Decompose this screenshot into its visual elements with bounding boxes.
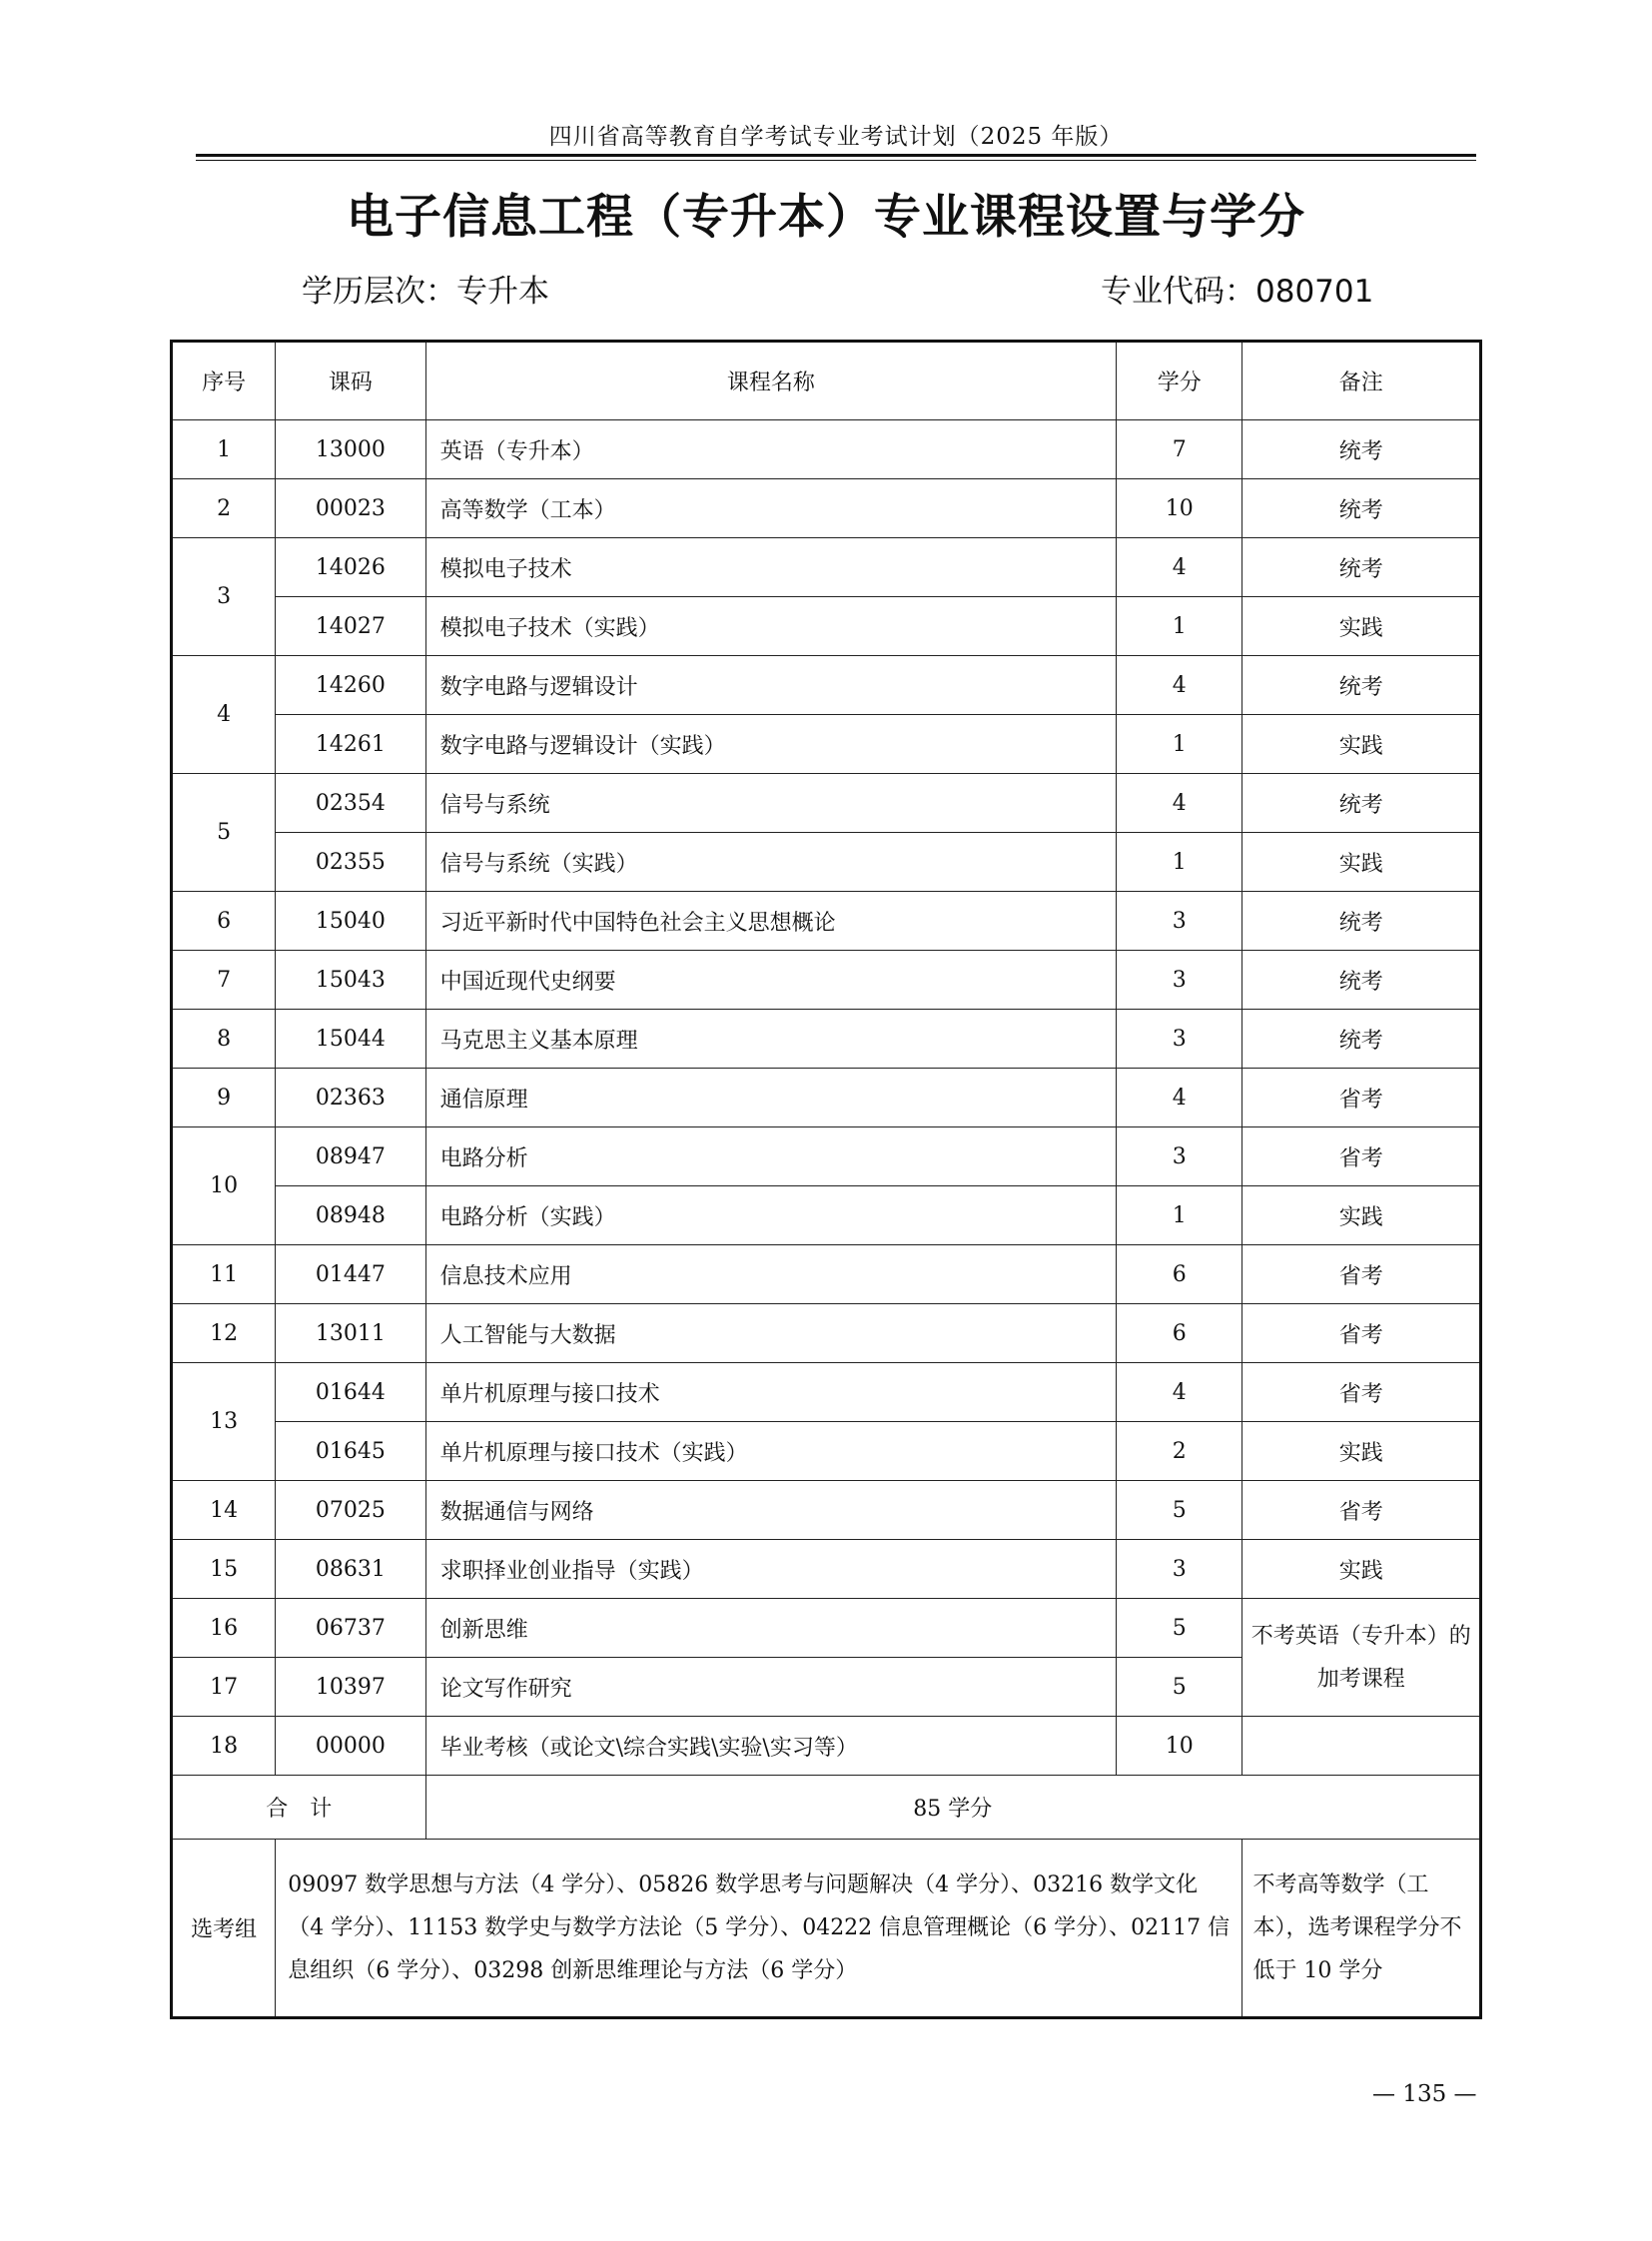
table-row	[172, 833, 1481, 892]
course-credit: 1	[1117, 833, 1242, 892]
course-note: 实践	[1242, 1186, 1481, 1245]
table-row	[172, 1304, 1481, 1363]
course-name: 电路分析（实践）	[425, 1186, 1117, 1245]
table-row	[172, 1717, 1481, 1776]
course-code: 08947	[276, 1127, 425, 1186]
course-name: 信息技术应用	[425, 1245, 1117, 1304]
course-name: 毕业考核（或论文\综合实践\实验\实习等）	[425, 1717, 1117, 1776]
table-row	[172, 951, 1481, 1010]
table-row	[172, 1540, 1481, 1599]
course-note: 实践	[1242, 1540, 1481, 1599]
course-name: 电路分析	[425, 1127, 1117, 1186]
course-name: 习近平新时代中国特色社会主义思想概论	[425, 892, 1117, 951]
course-note: 统考	[1242, 479, 1481, 538]
course-note: 统考	[1242, 538, 1481, 597]
course-credit: 3	[1117, 1010, 1242, 1069]
course-code: 15043	[276, 951, 425, 1010]
table-row	[172, 892, 1481, 951]
education-level: 学历层次：专升本	[302, 274, 549, 310]
course-note: 省考	[1242, 1304, 1481, 1363]
course-table	[170, 340, 1482, 2019]
course-name: 模拟电子技术	[425, 538, 1117, 597]
elective-courses: 09097 数学思想与方法（4 学分）、05826 数学思考与问题解决（4 学分）、03216 数学文化（4 学分）、11153 数学史与数学方法论（5 学分）、04222 信息管理概论（6 学分）、02117 信息组织（6 学分）、03298 创新思维理论与方法（6 学分）	[276, 1840, 1242, 2018]
table-row	[172, 1363, 1481, 1422]
course-credit: 5	[1117, 1599, 1242, 1658]
course-name: 单片机原理与接口技术（实践）	[425, 1422, 1117, 1481]
column-header-name: 课程名称	[425, 342, 1117, 420]
table-header-row	[172, 342, 1481, 420]
total-row	[172, 1776, 1481, 1840]
course-credit: 3	[1117, 892, 1242, 951]
row-number: 15	[172, 1540, 276, 1599]
course-note: 不考英语（专升本）的加考课程	[1242, 1599, 1481, 1717]
row-number: 8	[172, 1010, 276, 1069]
row-number: 11	[172, 1245, 276, 1304]
table-row	[172, 479, 1481, 538]
course-credit: 4	[1117, 1363, 1242, 1422]
elective-label: 选考组	[172, 1840, 276, 2018]
course-credit: 4	[1117, 774, 1242, 833]
course-name: 通信原理	[425, 1069, 1117, 1127]
table-row	[172, 1186, 1481, 1245]
table-row	[172, 1422, 1481, 1481]
table-row	[172, 774, 1481, 833]
course-credit: 10	[1117, 1717, 1242, 1776]
course-name: 论文写作研究	[425, 1658, 1117, 1717]
table-row	[172, 1245, 1481, 1304]
course-code: 07025	[276, 1481, 425, 1540]
course-name: 高等数学（工本）	[425, 479, 1117, 538]
row-number: 1	[172, 420, 276, 479]
course-code: 08948	[276, 1186, 425, 1245]
course-credit: 1	[1117, 1186, 1242, 1245]
elective-note: 不考高等数学（工本），选考课程学分不低于 10 学分	[1242, 1840, 1481, 2018]
header-rule	[196, 154, 1476, 157]
course-code: 14260	[276, 656, 425, 715]
course-credit: 7	[1117, 420, 1242, 479]
course-credit: 1	[1117, 597, 1242, 656]
course-note: 实践	[1242, 597, 1481, 656]
table-row	[172, 715, 1481, 774]
course-code: 01644	[276, 1363, 425, 1422]
course-note: 统考	[1242, 420, 1481, 479]
course-code: 08631	[276, 1540, 425, 1599]
course-credit: 5	[1117, 1481, 1242, 1540]
course-code: 02355	[276, 833, 425, 892]
row-number: 13	[172, 1363, 276, 1481]
total-label: 合 计	[172, 1776, 426, 1840]
course-note: 统考	[1242, 951, 1481, 1010]
course-note: 省考	[1242, 1069, 1481, 1127]
course-code: 13000	[276, 420, 425, 479]
course-note: 省考	[1242, 1481, 1481, 1540]
course-name: 数字电路与逻辑设计（实践）	[425, 715, 1117, 774]
course-credit: 5	[1117, 1658, 1242, 1717]
course-name: 人工智能与大数据	[425, 1304, 1117, 1363]
course-code: 01447	[276, 1245, 425, 1304]
course-note: 统考	[1242, 656, 1481, 715]
course-note: 实践	[1242, 833, 1481, 892]
table-row	[172, 597, 1481, 656]
row-number: 4	[172, 656, 276, 774]
table-row	[172, 1069, 1481, 1127]
course-name: 英语（专升本）	[425, 420, 1117, 479]
table-row	[172, 1127, 1481, 1186]
course-code: 10397	[276, 1658, 425, 1717]
row-number: 3	[172, 538, 276, 656]
course-code: 00023	[276, 479, 425, 538]
course-credit: 6	[1117, 1304, 1242, 1363]
course-note: 统考	[1242, 1010, 1481, 1069]
course-name: 单片机原理与接口技术	[425, 1363, 1117, 1422]
row-number: 9	[172, 1069, 276, 1127]
major-code: 专业代码：080701	[1101, 274, 1374, 310]
header-rule-thin	[196, 160, 1476, 161]
course-name: 信号与系统	[425, 774, 1117, 833]
course-code: 14026	[276, 538, 425, 597]
course-name: 马克思主义基本原理	[425, 1010, 1117, 1069]
course-credit: 4	[1117, 538, 1242, 597]
row-number: 5	[172, 774, 276, 892]
total-value: 85 学分	[425, 1776, 1480, 1840]
elective-row	[172, 1840, 1481, 2018]
row-number: 12	[172, 1304, 276, 1363]
row-number: 14	[172, 1481, 276, 1540]
course-credit: 3	[1117, 1127, 1242, 1186]
course-note: 省考	[1242, 1127, 1481, 1186]
course-credit: 3	[1117, 1540, 1242, 1599]
row-number: 2	[172, 479, 276, 538]
table-row	[172, 1599, 1481, 1658]
course-code: 02363	[276, 1069, 425, 1127]
page-title: 电子信息工程（专升本）专业课程设置与学分	[347, 190, 1305, 245]
column-header-code: 课码	[276, 342, 425, 420]
table-row	[172, 1481, 1481, 1540]
course-name: 信号与系统（实践）	[425, 833, 1117, 892]
course-name: 模拟电子技术（实践）	[425, 597, 1117, 656]
table-row	[172, 656, 1481, 715]
course-code: 01645	[276, 1422, 425, 1481]
course-note: 实践	[1242, 1422, 1481, 1481]
course-note	[1242, 1717, 1481, 1776]
course-name: 数据通信与网络	[425, 1481, 1117, 1540]
row-number: 17	[172, 1658, 276, 1717]
course-note: 省考	[1242, 1363, 1481, 1422]
column-header-credit: 学分	[1117, 342, 1242, 420]
course-name: 数字电路与逻辑设计	[425, 656, 1117, 715]
course-note: 省考	[1242, 1245, 1481, 1304]
course-code: 13011	[276, 1304, 425, 1363]
course-code: 06737	[276, 1599, 425, 1658]
course-credit: 4	[1117, 656, 1242, 715]
course-code: 14027	[276, 597, 425, 656]
course-code: 15040	[276, 892, 425, 951]
course-credit: 2	[1117, 1422, 1242, 1481]
course-code: 14261	[276, 715, 425, 774]
course-code: 02354	[276, 774, 425, 833]
row-number: 18	[172, 1717, 276, 1776]
course-code: 15044	[276, 1010, 425, 1069]
course-note: 统考	[1242, 774, 1481, 833]
course-credit: 4	[1117, 1069, 1242, 1127]
column-header-note: 备注	[1242, 342, 1481, 420]
course-note: 统考	[1242, 892, 1481, 951]
column-header-no: 序号	[172, 342, 276, 420]
course-name: 创新思维	[425, 1599, 1117, 1658]
table-body	[172, 420, 1481, 2018]
course-name: 中国近现代史纲要	[425, 951, 1117, 1010]
course-credit: 10	[1117, 479, 1242, 538]
row-number: 10	[172, 1127, 276, 1245]
course-code: 00000	[276, 1717, 425, 1776]
row-number: 6	[172, 892, 276, 951]
row-number: 16	[172, 1599, 276, 1658]
running-header: 四川省高等教育自学考试专业考试计划（2025 年版）	[548, 124, 1124, 150]
table-row	[172, 538, 1481, 597]
course-note: 实践	[1242, 715, 1481, 774]
table-row	[172, 1010, 1481, 1069]
course-credit: 1	[1117, 715, 1242, 774]
course-credit: 3	[1117, 951, 1242, 1010]
course-credit: 6	[1117, 1245, 1242, 1304]
row-number: 7	[172, 951, 276, 1010]
course-name: 求职择业创业指导（实践）	[425, 1540, 1117, 1599]
page-number: — 135 —	[1372, 2081, 1477, 2107]
table-row	[172, 420, 1481, 479]
